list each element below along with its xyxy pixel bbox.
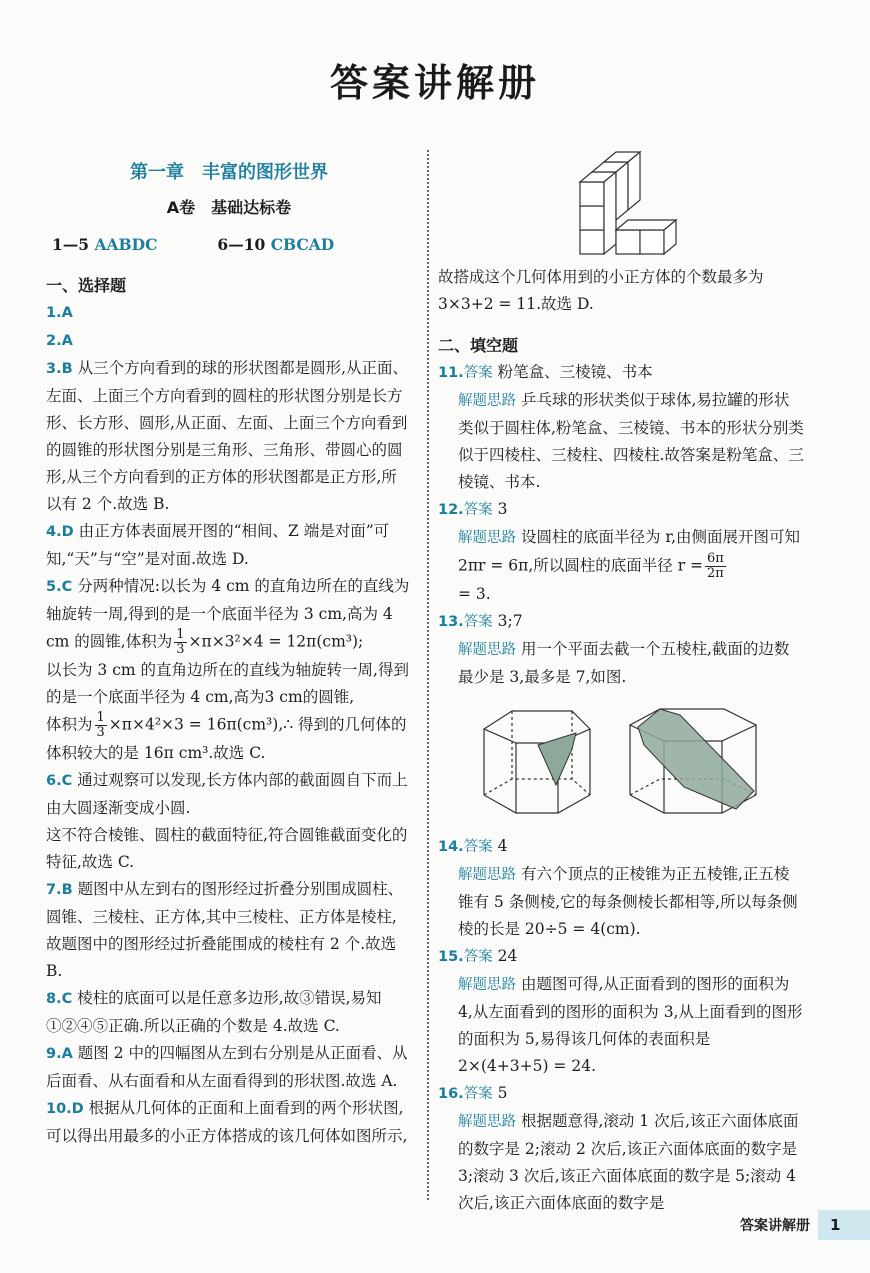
answer-value: 5	[497, 1084, 508, 1102]
left-column	[46, 155, 412, 1150]
answer-tag: 答案	[463, 949, 493, 965]
item-number: 13.	[438, 614, 464, 630]
item-number: 5.C	[46, 579, 73, 595]
hint-label: 解题思路	[458, 393, 516, 409]
explanation	[438, 1108, 804, 1217]
answer-tag: 答案	[463, 502, 493, 518]
item-number: 16.	[438, 1086, 464, 1102]
answer-summary	[46, 231, 412, 258]
list-item	[438, 496, 804, 524]
item-number: 14.	[438, 839, 464, 855]
item-text: 通过观察可以发现,长方体内部的截面圆自下而上由大圆逐渐变成小圆.	[46, 771, 408, 817]
item-text: 从三个方向看到的球的形状图都是圆形,从正面、左面、上面三个方向看到的圆柱的形状图分别是长方形、长方形、圆形,从正面、左面、上面三个方向看到的圆锥的形状图分别是三角形、三角形、带圆心的圆形,从三个方向看到的正方体的形状图都是正方形,所以有 2 个.故选 B.	[46, 359, 409, 513]
answer-letters: CBCAD	[270, 235, 335, 254]
fraction	[705, 552, 726, 581]
explanation-text: 设圆柱的底面半径为 r,由侧面展开图可知 2πr = 6π,所以圆柱的底面半径 r =	[458, 528, 800, 575]
item-text: 根据从几何体的正面和上面看到的两个形状图,可以得出用最多的小正方体搭成的该几何体如图所示,	[46, 1099, 408, 1145]
item-text: ×π×3²×4 = 12π(cm³);	[188, 632, 364, 651]
explanation-text: 用一个平面去截一个五棱柱,截面的边数最少是 3,最多是 7,如图.	[458, 640, 790, 686]
list-item	[46, 299, 412, 327]
answer-letters: AABDC	[94, 235, 158, 254]
list-item	[46, 876, 412, 985]
list-item	[438, 608, 804, 636]
item-number: 15.	[438, 949, 464, 965]
list-item	[46, 327, 412, 355]
fraction-numerator: 1	[96, 710, 105, 725]
fraction-numerator: 6π	[707, 551, 724, 566]
fraction	[174, 628, 186, 657]
item-number: 2.A	[46, 333, 73, 349]
item-number: 7.B	[46, 882, 73, 898]
answer-value: 粉笔盒、三棱镜、书本	[497, 363, 653, 381]
item-number: 6.C	[46, 773, 73, 789]
answer-tag: 答案	[463, 365, 493, 381]
page-footer	[740, 1210, 870, 1240]
explanation-text: 由题图可得,从正面看到的图形的面积为 4,从左面看到的图形的面积为 3,从上面看到的图形的面积为 5,易得该几何体的表面积是 2×(4+3+5) = 24.	[458, 975, 803, 1075]
answer-range: 1—5	[52, 235, 90, 254]
right-column	[438, 150, 804, 1217]
list-item	[438, 1080, 804, 1108]
cube-stack-figure	[578, 150, 678, 258]
pentagonal-prism-heptagon-figure	[624, 705, 764, 823]
prism-cross-section-figures	[476, 705, 804, 823]
item-text: 以长为 3 cm 的直角边所在的直线为轴旋转一周,得到的是一个底面半径为 4 cm,高为3 cm的圆锥,	[46, 661, 409, 706]
explanation	[438, 636, 804, 691]
answer-tag: 答案	[463, 614, 493, 630]
answer-tag: 答案	[463, 1086, 493, 1102]
answer-group	[217, 231, 334, 258]
explanation	[438, 861, 804, 943]
section-title: A卷 基础达标卷	[166, 198, 292, 217]
item-number: 12.	[438, 502, 464, 518]
item-number: 3.B	[46, 361, 73, 377]
list-item	[46, 985, 412, 1040]
list-item	[438, 359, 804, 387]
part2-heading: 二、填空题	[438, 336, 519, 355]
list-item	[438, 833, 804, 861]
item-text: 由正方体表面展开图的“相间、Z 端是对面”可知,“天”与“空”是对面.故选 D.	[46, 522, 390, 568]
pentagonal-prism-triangle-figure	[476, 705, 596, 823]
page-title: 答案讲解册	[329, 61, 540, 105]
list-item	[46, 355, 412, 518]
explanation-text: 有六个顶点的正棱锥为正五棱锥,正五棱锥有 5 条侧棱,它的每条侧棱长都相等,所以每条侧棱的长是 20÷5 = 4(cm).	[458, 865, 798, 938]
hint-label: 解题思路	[458, 530, 516, 546]
hint-label: 解题思路	[458, 642, 516, 658]
item-number: 10.D	[46, 1101, 84, 1117]
list-item	[46, 1040, 412, 1095]
item-number: 1.A	[46, 305, 73, 321]
list-item	[46, 1095, 412, 1150]
answer-value: 3;7	[497, 612, 523, 630]
explanation	[438, 524, 804, 608]
item-text: ×π×4²×3 = 16π(cm³),∴ 得到的几何体的体积较大的是 16π cm³.故选 C.	[46, 715, 407, 762]
fraction-numerator: 1	[176, 627, 185, 642]
item-text: 这不符合棱锥、圆柱的截面特征,符合圆锥截面变化的特征,故选 C.	[46, 826, 408, 871]
list-item	[438, 943, 804, 971]
item-number: 11.	[438, 365, 464, 381]
answer-value: 4	[497, 837, 508, 855]
list-item	[46, 573, 412, 767]
fraction	[95, 711, 107, 740]
list-item	[46, 767, 412, 876]
item-number: 8.C	[46, 991, 73, 1007]
answer-value: 24	[497, 947, 518, 965]
item-text: 题图中从左到右的图形经过折叠分别围成圆柱、圆锥、三棱柱、正方体,其中三棱柱、正方体是棱柱,故题图中的图形经过折叠能围成的棱柱有 2 个.故选 B.	[46, 880, 404, 980]
explanation-text: = 3.	[458, 585, 491, 603]
item-text: 分两种情况:以长为 4 cm 的直角边所在的直线为轴旋转一周,得到的是一个底面半径为 3 cm,高为 4 cm 的圆锥,体积为	[46, 577, 410, 651]
explanation	[438, 387, 804, 496]
answer-group	[52, 231, 157, 258]
fraction-denominator: 2π	[707, 566, 724, 581]
fraction-denominator: 3	[96, 725, 105, 740]
explanation-text: 乒乓球的形状类似于球体,易拉罐的形状类似于圆柱体,粉笔盒、三棱镜、书本的形状分别类似于四棱柱、三棱柱、四棱柱.故答案是粉笔盒、三棱镜、书本.	[458, 391, 804, 491]
item-number: 9.A	[46, 1046, 73, 1062]
explanation	[438, 971, 804, 1080]
hint-label: 解题思路	[458, 867, 516, 883]
answer-tag: 答案	[463, 839, 493, 855]
page-number: 1	[818, 1210, 870, 1240]
answer-value: 3	[497, 500, 508, 518]
item-text: 题图 2 中的四幅图从左到右分别是从正面看、从后面看、从右面看和从左面看得到的形状图.故选 A.	[46, 1044, 408, 1090]
hint-label: 解题思路	[458, 977, 516, 993]
footer-label: 答案讲解册	[740, 1218, 810, 1234]
item-text: 棱柱的底面可以是任意多边形,故③错误,易知①②④⑤正确.所以正确的个数是 4.故选 C.	[46, 989, 382, 1035]
item-text: 故搭成这个几何体用到的小正方体的个数最多为 3×3+2 = 11.故选 D.	[438, 268, 764, 313]
answer-range: 6—10	[217, 235, 266, 254]
item-number: 4.D	[46, 524, 74, 540]
chapter-title: 第一章 丰富的图形世界	[130, 162, 328, 183]
hint-label: 解题思路	[458, 1114, 516, 1130]
column-divider	[427, 150, 429, 1200]
fraction-denominator: 3	[176, 642, 185, 657]
part1-heading: 一、选择题	[46, 276, 127, 295]
explanation-text: 根据题意得,滚动 1 次后,该正六面体底面的数字是 2;滚动 2 次后,该正六面体底面的数字是 3;滚动 3 次后,该正六面体底面的数字是 5;滚动 4 次后,该正六面体底面的数字是	[458, 1112, 799, 1212]
list-item	[46, 518, 412, 573]
item-text: 体积为	[46, 715, 93, 734]
